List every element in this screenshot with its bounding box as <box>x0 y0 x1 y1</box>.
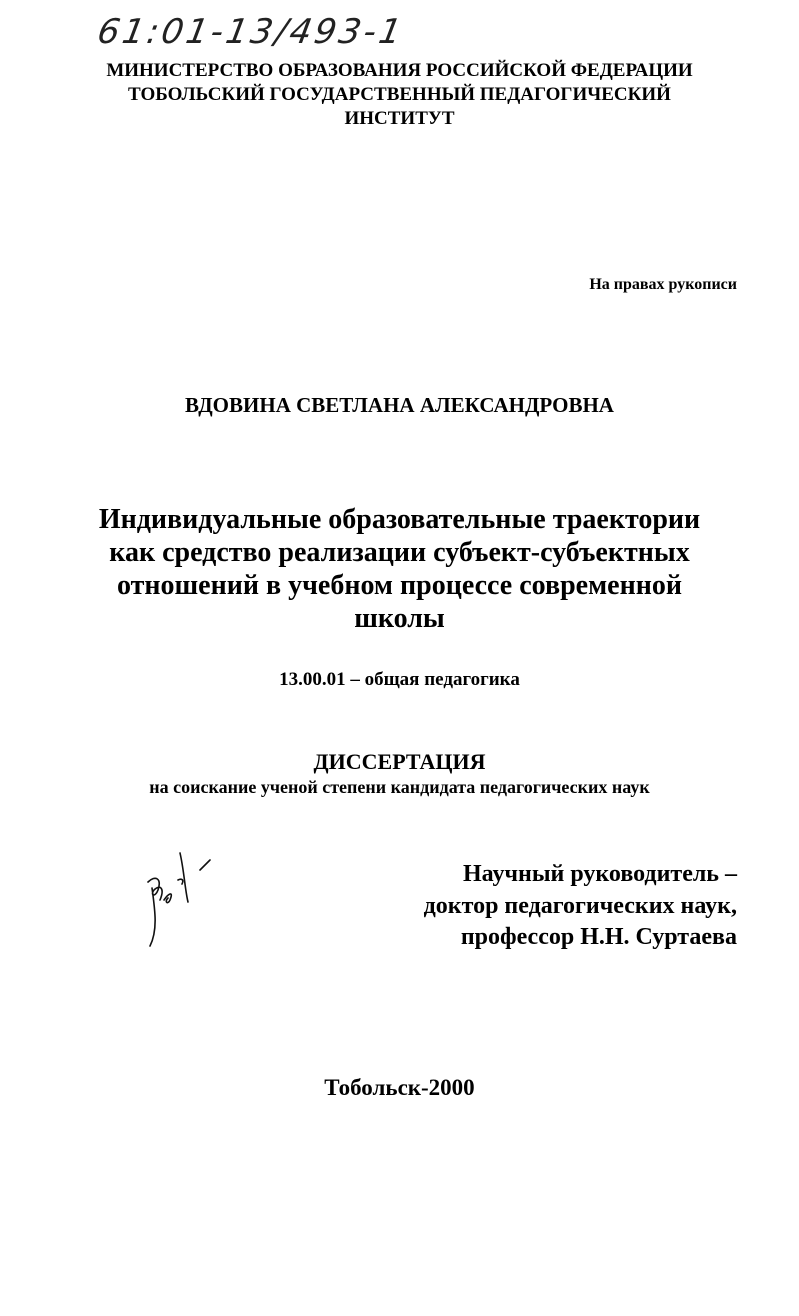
title-line-3: отношений в учебном процессе современной <box>117 570 682 601</box>
author-name: ВДОВИНА СВЕТЛАНА АЛЕКСАНДРОВНА <box>185 393 614 417</box>
work-type: ДИССЕРТАЦИЯ <box>313 749 486 774</box>
advisor-line-1: Научный руководитель – <box>463 861 737 887</box>
specialty: 13.00.01 – общая педагогика <box>279 669 520 690</box>
header-line-2: ТОБОЛЬСКИЙ ГОСУДАРСТВЕННЫЙ ПЕДАГОГИЧЕСКИЙ <box>128 84 671 105</box>
header-line-1: МИНИСТЕРСТВО ОБРАЗОВАНИЯ РОССИЙСКОЙ ФЕДЕРАЦИИ <box>106 60 693 81</box>
signature <box>130 850 230 960</box>
place-year: Тобольск-2000 <box>324 1075 475 1100</box>
handwritten-archive-number: 61:01-13/493-1 <box>94 12 408 52</box>
advisor-line-3: профессор Н.Н. Суртаева <box>460 924 737 950</box>
advisor-line-2: доктор педагогических наук, <box>423 893 737 919</box>
degree: на соискание ученой степени кандидата педагогических наук <box>149 777 650 797</box>
title-line-2: как средство реализации субъект-субъектных <box>109 537 690 568</box>
manuscript-note: На правах рукописи <box>589 276 737 293</box>
title-line-1: Индивидуальные образовательные траектории <box>98 504 701 535</box>
header-line-3: ИНСТИТУТ <box>344 108 455 129</box>
title-line-4: школы <box>354 603 445 634</box>
